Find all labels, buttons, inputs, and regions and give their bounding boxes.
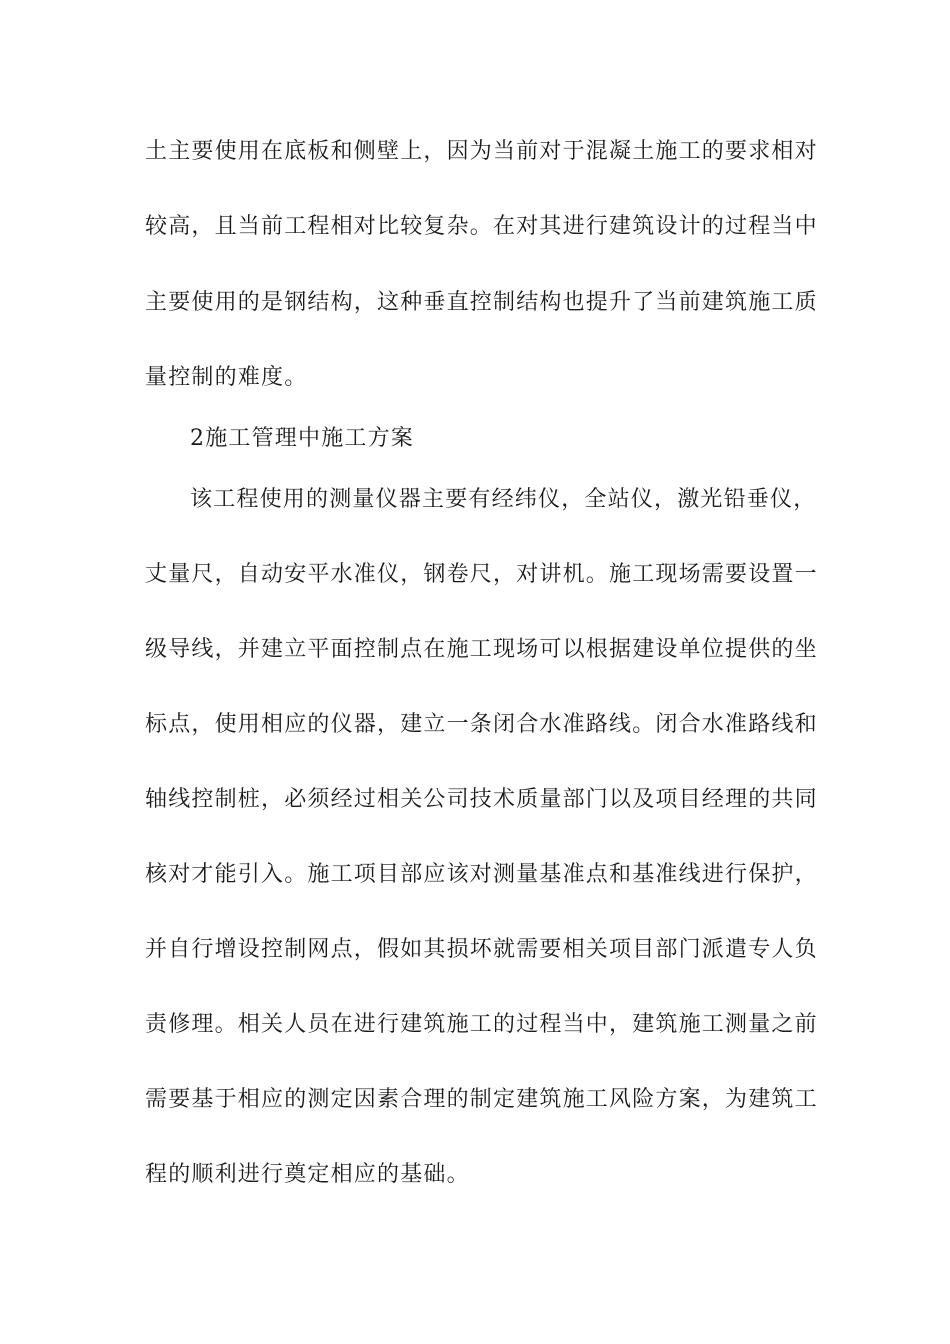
paragraph-line: 标点，使用相应的仪器，建立一条闭合水准路线。闭合水准路线和 xyxy=(145,712,818,737)
paragraph-line: 并自行增设控制网点，假如其损坏就需要相关项目部门派遣专人负 xyxy=(145,937,818,962)
paragraph-line: 核对才能引入。施工项目部应该对测量基准点和基准线进行保护， xyxy=(145,862,818,887)
paragraph-line: 主要使用的是钢结构，这种垂直控制结构也提升了当前建筑施工质 xyxy=(145,290,818,315)
paragraph-line: 需要基于相应的测定因素合理的制定建筑施工风险方案，为建筑工 xyxy=(145,1087,818,1112)
paragraph-line: 较高，且当前工程相对比较复杂。在对其进行建筑设计的过程当中 xyxy=(145,214,818,239)
paragraph-line: 责修理。相关人员在进行建筑施工的过程当中，建筑施工测量之前 xyxy=(145,1012,818,1037)
paragraph-line: 级导线，并建立平面控制点在施工现场可以根据建设单位提供的坐 xyxy=(145,637,818,662)
paragraph-line: 程的顺利进行奠定相应的基础。 xyxy=(145,1162,470,1187)
paragraph-line: 土主要使用在底板和侧壁上，因为当前对于混凝土施工的要求相对 xyxy=(145,139,818,164)
paragraph-line: 量控制的难度。 xyxy=(145,365,308,390)
section-heading: 2施工管理中施工方案 xyxy=(190,426,414,451)
paragraph-line: 轴线控制桩，必须经过相关公司技术质量部门以及项目经理的共同 xyxy=(145,787,818,812)
paragraph-line: 该工程使用的测量仪器主要有经纬仪，全站仪，激光铅垂仪， xyxy=(190,487,817,512)
paragraph-line: 丈量尺，自动安平水准仪，钢卷尺，对讲机。施工现场需要设置一 xyxy=(145,562,818,587)
